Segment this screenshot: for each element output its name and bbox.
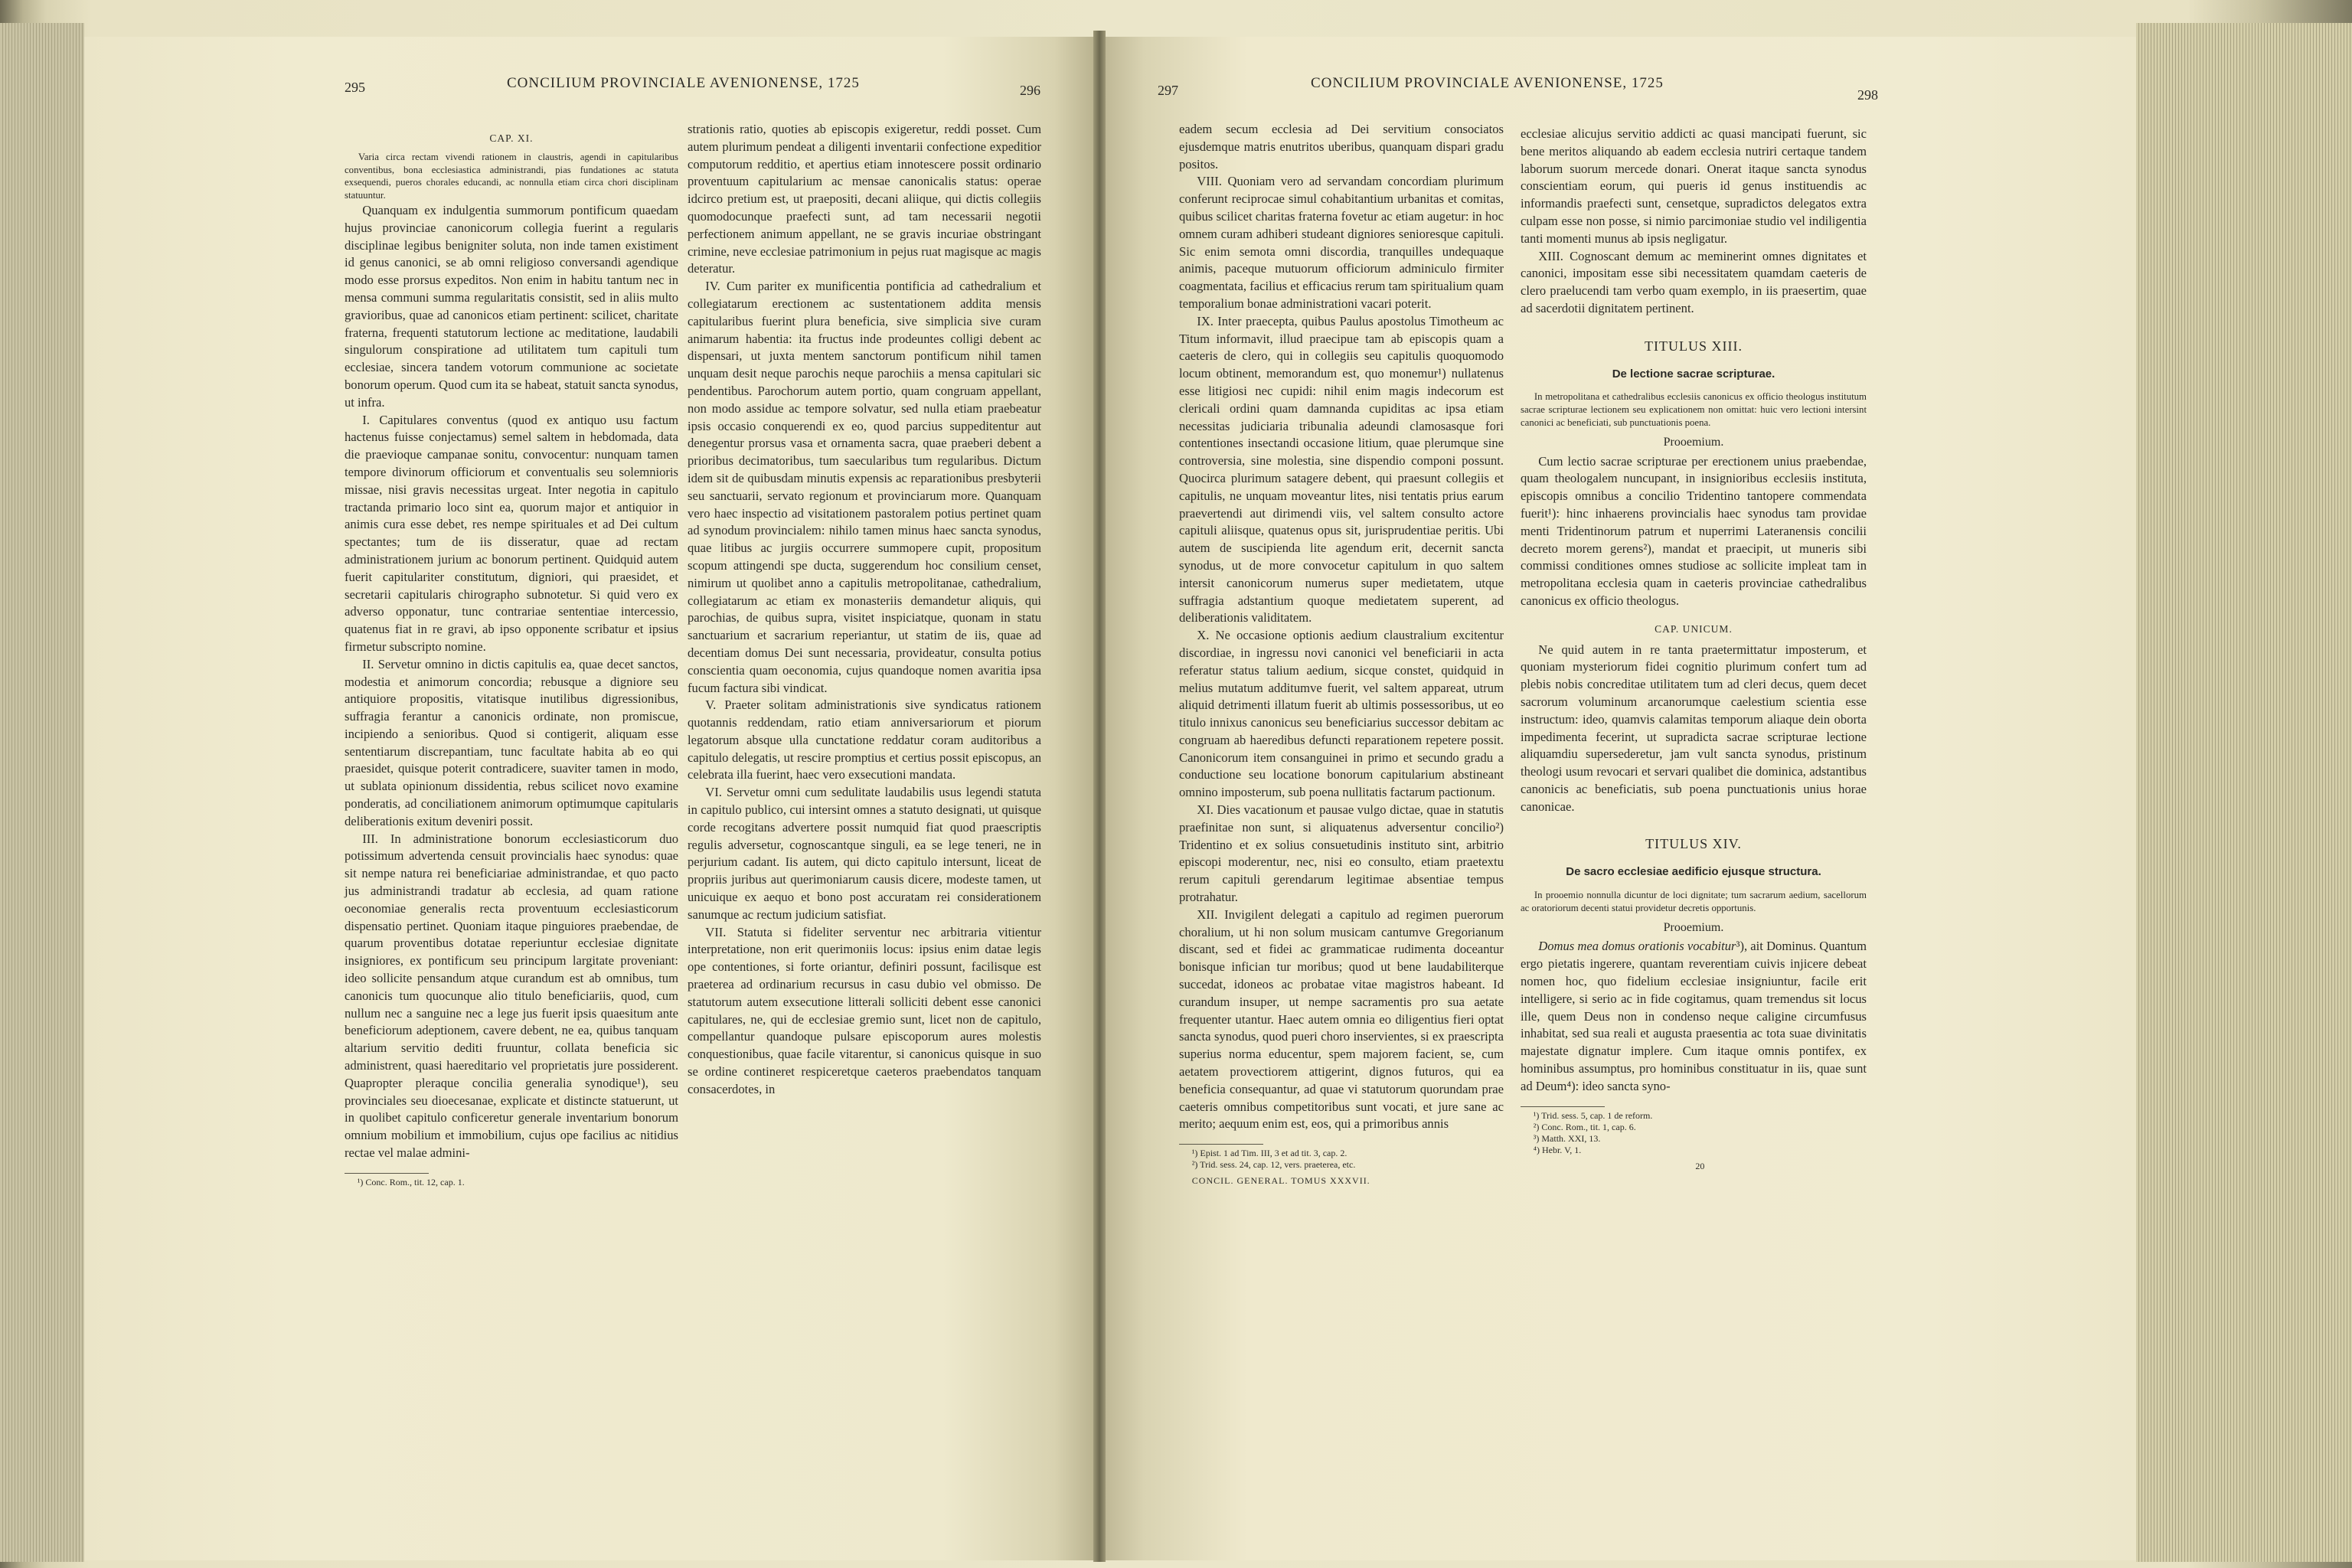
signature-mark: CONCIL. GENERAL. TOMUS XXXVII. xyxy=(1191,1175,1370,1187)
paragraph: XIII. Cognoscant demum ac meminerint omnes dignitates et canonici, impositam esse sibi necessitatem quamdam caeteris de clero praelucendi tam verbo quam exemplo, in iis praesertim, quae ad sacerdotii dignitatem pertinent. xyxy=(1521,248,1867,315)
footnote: ³) Matth. XXI, 13. xyxy=(1533,1132,1601,1144)
page-number-297: 297 xyxy=(1158,83,1178,98)
titulus-heading: TITULUS XIV. xyxy=(1645,836,1742,852)
paragraph: XI. Dies vacationum et pausae vulgo dictae, quae in statutis praefinitae non sunt, si aliquatenus adversentur concilio²) Tridentino et ex solius consuetudinis instituto sint, arbitrio episcopi moderentur, nec, nisi eo consulto, etiam praetextu rerum capituli gerendarum legitimae absentiae tempus protrahatur. xyxy=(1179,802,1504,905)
footnote-rule xyxy=(1521,1106,1605,1107)
page-number-295: 295 xyxy=(345,80,365,95)
footnote: ¹) Conc. Rom., tit. 12, cap. 1. xyxy=(357,1176,465,1187)
paragraph: IX. Inter praecepta, quibus Paulus apostolus Timotheum ac Titum informavit, illud praecipue tam ab episcopis quam a caeteris de clero, qui in collegiis seu capitulis quoquomodo locum obtinent, memorandum est, quo monemur¹) nullatenus esse litigiosi nec cupidi: nihil enim magis indecorum est clericali ordini quam damnanda cupiditas ac ipsa etiam necessitas judiciaria tribunalia adeundi clamosasque fori contentiones insectandi occasione litium, quae plerumque sine controversia, sine molestia, sine dispendio componi possunt. Quocirca plurimum satagere debent, qui praesunt collegiis et capitulis, ne unquam moveantur lites, nisi tentatis prius earum praevertendi aut dirimendi viis, vel saltem consulto actore capituli aliisque, quatenus opus sit, jurisprudentiae peritis. Ubi autem de suscipienda lite agendum erit, decernit sancta synodus, ut de more convocetur capitulum in quo saltem intersit canonicorum numerus super medietatem, utque suffragia adstantium quoque medietatem superent, ad deliberationis validitatem. xyxy=(1179,313,1504,626)
paragraph xyxy=(1521,938,1867,1095)
paragraph: Quanquam ex indulgentia summorum pontificum quaedam hujus provinciae canonicorum collegia fuerint a regularis disciplinae legibus benigniter soluta, non inde tamen existiment id genus canonici, se ab omni religioso conversandi agendique modo esse prorsus expeditos. Non enim in habitu tantum nec in mensa communi summa regularitatis consistit, sed in aliis multo gravioribus, quae ad canonicos etiam pertinent: scilicet, charitate fraterna, frequenti statutorum lectione ac meditatione, laudabili singulorum conspiratione ad utilitatem tum capituli tum ecclesiae, sincera tandem votorum communione ac societate bonorum operum. Quod cum ita se habeat, statuit sancta synodus, ut infra. xyxy=(345,202,678,410)
sheet-number: 20 xyxy=(1695,1160,1705,1171)
running-title-right: CONCILIUM PROVINCIALE AVENIONENSE, 1725 xyxy=(1311,75,1664,91)
chapter-heading: CAP. XI. xyxy=(489,132,534,144)
page-number-298: 298 xyxy=(1857,87,1878,103)
column-page-296 xyxy=(688,121,1041,1099)
paragraph: X. Ne occasione optionis aedium claustralium excitentur discordiae, in ingressu novi canonici vel beneficiarii in acta referatur status talium aedium, sicque constet, quidquid in melius mutatum additumve fuerit, vel saltem appareat, utrum aliquid detrimenti illatum fuerit ab ultimis possessoribus, ut eo titulo innixus canonicus seu beneficiarius successor debitam ac congruam ab haeredibus defuncti reparationem repetere possit. Canonicorum item consanguinei in primo et secundo gradu a conductione seu locatione bonorum capitularium abstineant omnino imposterum, sub poena nullitatis factarum pactionum. xyxy=(1179,628,1504,800)
paragraph-text: ³), ait Dominus. Quantum ergo pietatis ingerere, quantam reverentiam cuivis injicere debeat nomen hoc, quo fidelium ecclesiae insigniuntur, facile erit intelligere, si serio ac in fide cogitamus, quam tremendus sit locus ille, quem Deus non in condenso neque caligine circumfusus inhabitat, sed sua reali et augusta praesentia ac tota suae divinitatis majestate dignatur implere. Cum itaque omnis pontifex, ex hominibus assumptus, pro hominibus constituatur in iis, quae sunt ad Deum⁴): ideo sancta syno- xyxy=(1521,939,1867,1093)
prooemium-heading: Prooemium. xyxy=(1663,435,1724,449)
paragraph: VII. Statuta si fideliter serventur nec arbitraria vitientur interpretatione, non erit querimoniis locus: ipsius enim datae legis ope contentiones, si forte oriantur, definiri possunt, facilisque est praeterea ad ordinarium recursus in casu dubio vel obmisso. De statutorum autem exsecutione litterali solliciti debent esse canonici capitulares, ne, qui de ecclesiae gremio sunt, licet non de capitulo, compellantur quandoque pulsare episcoporum aures molestis conquestionibus, quae facile vitarentur, si canonicus quisque in suo se ordine contineret respiceretque caeteros praebendatos tanquam consacerdotes, in xyxy=(688,924,1041,1096)
chapter-summary: Varia circa rectam vivendi rationem in claustris, agendi in capitularibus conventibus, bona ecclesiastica administrandi, pias fundationes ac statuta exsequendi, pueros chorales educandi, ac nonnulla etiam circa chori disciplinam statuuntur. xyxy=(345,151,678,201)
footnote: ¹) Epist. 1 ad Tim. III, 3 et ad tit. 3, cap. 2. xyxy=(1191,1148,1348,1159)
footnote-rule xyxy=(345,1173,429,1174)
footnote: ²) Trid. sess. 24, cap. 12, vers. praeterea, etc. xyxy=(1191,1159,1356,1171)
book-gutter xyxy=(1093,31,1106,1562)
footnote: ¹) Trid. sess. 5, cap. 1 de reform. xyxy=(1533,1109,1653,1121)
scripture-quote: Domus mea domus orationis vocabitur xyxy=(1538,939,1736,954)
paragraph: eadem secum ecclesia ad Dei servitium consociatos ejusdemque matris enutritos uberibus, quanquam dispari gradu positos. xyxy=(1179,122,1504,172)
footnote: ⁴) Hebr. V, 1. xyxy=(1533,1144,1582,1155)
paragraph: IV. Cum pariter ex munificentia pontificia ad cathedralium et collegiatarum erectionem ac sustentationem addita mensis capitularibus fuerint plura beneficia, sive simplicia sive curam animarum habentia: ita fructus inde prodeuntes colligi debent ac dispensari, ut juxta mentem sanctorum pontificum nihil tamen unquam desit neque parochis neque parochiis a mensa capitulari sic pendentibus. Parochorum autem portio, quam congruam appellant, non modo assidue ac tempore solvatur, sed nulla etiam praebeatur ipsis occasio conquerendi ex eo, quod parcius suppeditentur aut denegentur prorsus vasa et ornamenta sacra, quae praeberi debent a prioribus decimatoribus, tum saecularibus tum regularibus. Dictum idem sit de quibusdam minutis expensis ac reparationibus presbyterii seu sanctuarii, servato regionum et provinciarum more. Quanquam vero haec inspectio ad visitationem pastoralem potius pertinet quam ad synodum provincialem: nihilo tamen minus haec sancta synodus, quae litibus ac jurgiis occurrere summopere cupit, propositum scopum attingendi spe ducta, suggerendum hoc consilium censet, nimirum ut quolibet anno a capitulis metropolitanae, cathedralium, collegiatarum ac etiam ex monasteriis demandetur aliquis, qui parochias, de quibus supra, visitet inspiciatque, quonam in statu sanctuarium et sacrarium reperiantur, ut statim de iis, quae ad decentiam domus Dei sunt necessaria, provideatur, consulta potius conscientia quam oeconomia, cujus quandoque nomen avaritia ipsa fucum factura sibi vindicat. xyxy=(688,279,1041,695)
paragraph: XII. Invigilent delegati a capitulo ad regimen puerorum choralium, ut hi non solum musicam cantumve Gregorianum discant, sed et fidei ac grammaticae rudimenta doceantur bonisque infician tur moribus; quod ut bene laudabiliterque succedat, idoneos ac probatae vitae magistros habeant. Id curandum insuper, ut nempe sacramentis pro sua aetate frequenter utantur. Haec autem omnia eo diligentius fieri optat sancta synodus, quod pueri choro inservientes, si ex praescripta superius norma educentur, spem majorem facient, se, cum aetatem provectiorem attigerint, dignos futuros, qui ea beneficia consequantur, ad quae vi statutorum quorundam prae caeteris omnibus competitoribus sunt vocati, et jure sane ac merito; aequum enim est, eos, qui a primoribus annis xyxy=(1179,906,1504,1132)
paragraph: I. Capitulares conventus (quod ex antiquo usu factum hactenus fuisse conjectamus) semel saltem in hebdomada, data die praevioque campanae sonitu, convocentur: nunquam tamen tempore divinorum officiorum et conventualis seu solemnioris missae, nisi gravis necessitas urgeat. Inter negotia in capitulo tractanda primario loco sint ea, quorum major et antiquior in animis cura esse debet, res nempe spirituales et ad Dei cultum spectantes; tum de iis disseratur, quae ad rectam administrationem jurium ac bonorum pertinent. Quidquid autem fuerit capitulariter constitutum, digniori, qui praesidet, et secretarii capitularis chirographo subnotetur. Si quid vero ex adverso opponatur, tunc contrariae sententiae intercessio, quatenus fiat in re gravi, ab ipso opponente scribatur et ipsius firmetur subscripto nomine. xyxy=(345,412,678,654)
column-page-298 xyxy=(1521,126,1867,1172)
running-title-left: CONCILIUM PROVINCIALE AVENIONENSE, 1725 xyxy=(507,75,860,91)
titulus-summary: In prooemio nonnulla dicuntur de loci dignitate; tum sacrarum aedium, sacellorum ac oratoriorum decenti statui providetur decretis opportunis. xyxy=(1521,890,1867,913)
footnote-rule xyxy=(1179,1144,1263,1145)
prooemium-heading: Prooemium. xyxy=(1663,920,1724,934)
paragraph: VIII. Quoniam vero ad servandam concordiam plurimum conferunt reciprocae simul cohabitantium urbanitas et comitas, quibus scilicet charitas fraterna fovetur ac etiam augetur: in hoc omnem curam adhiberi studeant digniores senioresque capituli. Sic enim semota omni discordia, tranquilles undequaque animis, paceque mutuorum officiorum adminiculo firmiter coagmentata, facilius et efficacius rerum tam spiritualium quam temporalium bonae administrationi vacari poterit. xyxy=(1179,174,1504,311)
column-page-295 xyxy=(345,130,678,1188)
titulus-subtitle: De lectione sacrae scripturae. xyxy=(1612,367,1775,381)
paragraph: II. Servetur omnino in dictis capitulis ea, quae decet sanctos, modestia et animorum concordia; rebusque a digniore seu antiquiore propositis, vitatisque inutilibus digressionibus, suffragia ferantur a canonicis ordinate, non promiscue, incipiendo a senioribus. Quod si contigerit, aliquam esse sententiarum discrepantiam, tunc facultate habita ab eo qui praesidet, quisque poterit contradicere, suaviter tamen in modo, ut sublata opinionum dissidentia, rebus scilicet novo examine ponderatis, ad conciliationem animorum optimumque capitularis deliberationis exitum deveniri possit. xyxy=(345,656,678,828)
right-page-stack xyxy=(2136,23,2352,1562)
footnote: ²) Conc. Rom., tit. 1, cap. 6. xyxy=(1533,1121,1636,1132)
paragraph: V. Praeter solitam administrationis sive syndicatus rationem quotannis reddendam, ratio etiam anniversariorum et piorum legatorum absque ulla cunctatione reddatur coram auditoribus a capitulo delegatis, ut rescire promptius et certius possit episcopus, an celebrata illa fuerint, haec vero exsecutioni mandata. xyxy=(688,697,1041,782)
titulus-summary: In metropolitana et cathedralibus ecclesiis canonicus ex officio theologus institutum sacrae scripturae lectionem seu explicationem non omittat: huic vero lectioni intersint canonici ac beneficiati, sub punctuationis poena. xyxy=(1521,391,1867,428)
paragraph: ecclesiae alicujus servitio addicti ac quasi mancipati fuerunt, sic bene meritos aliquando ab eadem ecclesia nutriri certaque tandem laborum suorum mercede donari. Onerat itaque sancta synodus conscientiam eorum, qui pueris id genus instituendis ac informandis praefecti sunt, censetque, supradictos delegatos extra culpam esse non posse, si nimio parcimoniae studio vel indiligentia tanti momenti munus ab ipsis negligatur. xyxy=(1521,126,1867,246)
chapter-heading: CAP. UNICUM. xyxy=(1655,622,1733,635)
paragraph: Cum lectio sacrae scripturae per erectionem unius praebendae, quam theologalem nuncupant, in insignioribus ecclesiis instituta, episcopis omnibus a concilio Tridentino tantopere commendata fuerit¹): hinc inhaerens provincialis haec synodus tam providae menti Tridentinorum patrum et nuperrimi Lateranensis concilii decreto morem gerens²), mandat et praecipit, ut muneris sibi commissi conditiones omnes studiose ac sollicite impleat tam in metropolitana ecclesia quam in caeteris provinciae cathedralibus canonicus ex officio theologus. xyxy=(1521,453,1867,608)
titulus-heading: TITULUS XIII. xyxy=(1645,338,1743,354)
titulus-subtitle: De sacro ecclesiae aedificio ejusque structura. xyxy=(1566,865,1821,879)
paragraph: VI. Servetur omni cum sedulitate laudabilis usus legendi statuta in capitulo publico, cui intersint omnes a statuto designati, ut quisque corde recogitans advertere possit numquid fiat quod praescriptis regulis adversetur, cognoscantque singuli, ea se lege teneri, ne in perjurium cadant. Iis autem, qui dicto capitulo intersunt, liceat de propriis juribus aut querimoniarum causis dicere, modeste tamen, ut unicuique ex aequo et bono post accuratam rei considerationem sanumque ac rectum judicium satisfiat. xyxy=(688,785,1041,922)
paragraph: III. In administratione bonorum ecclesiasticorum duo potissimum advertenda censuit provincialis haec synodus: quae sit nempe natura rei beneficiariae administrandae, et quo pacto jus administrandi tradatur ab ecclesia, ad quam ratione oeconomiae generalis recta proventuum ecclesiasticorum dispensatio pertinet. Quoniam itaque pinguiores praebendae, de quarum proventibus dotatae reperiuntur ecclesiae dignitate insigniores, ex pontificum seu principum largitate proveniant: ideo sollicite pensandum atque curandum est ab omnibus, tum canonicis tum quocunque alio titulo beneficiariis, quod, cum nullum nec a sanguine nec a lege jus fuerit ipsis quaesitum ante beneficiorum adeptionem, cavere debent, ne ea, quibus tanquam altarium servitio dediti fruuntur, collata beneficia sic administrent, quasi haereditario vel proprietatis jure possiderent. Quapropter pleraque concilia generalia synodique¹), seu provinciales seu dioecesanae, explicate et distincte statuerunt, ut in quolibet capitulo conficeretur generale inventarium bonorum omnium mobilium et immobilium, cujus ope facilius ac nitidius rectae vel malae admini- xyxy=(345,831,678,1161)
page-number-296: 296 xyxy=(1020,83,1040,98)
paragraph: strationis ratio, quoties ab episcopis exigeretur, reddi posset. Cum autem plurimum pendeat a diligenti inventarii confectione expeditior computorum redditio, et apertius etiam innotescere possit ordinario proventuum capitularium ac mensae canonicalis status: operae idcirco pretium est, ut praepositi, decani aliique, qui dictis collegiis quomodocunque praefecti sunt, ad tam necessarii negotii perfectionem animum appellant, ne se gravis incuriae obstringant crimine, neve ecclesiae patrimonium in pejus ruat magisque ac magis deteratur. xyxy=(688,122,1041,276)
left-page-stack xyxy=(0,23,84,1562)
column-page-297 xyxy=(1179,121,1504,1187)
paragraph: Ne quid autem in re tanta praetermittatur imposterum, et quoniam mysteriorum fidei cognitio plurimum confert tum ad plebis nobis concreditae utilitatem tum ad cleri decus, quem decet sacrorum voluminum arcanorumque caelestium scientia esse instructum: ideo, quamvis calamitas temporum aliaque dein oborta impedimenta fecerint, ut supradicta sacrae scripturae lectione aliquamdiu supersederetur, jam vult sancta synodus, pristinum theologi usum revocari et servari qualibet die dominica, adstantibus canonicis ac beneficiatis, sub poena punctuationis unius horae canonicae. xyxy=(1521,642,1867,814)
